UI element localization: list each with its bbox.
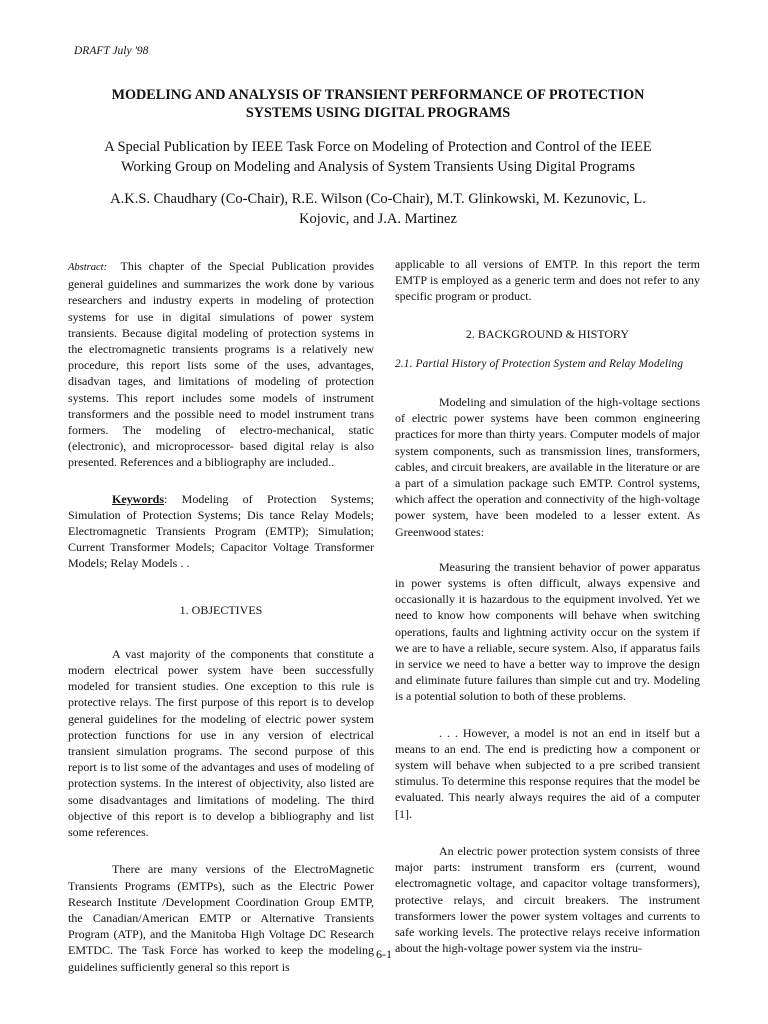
draft-date: DRAFT July '98 [74, 45, 149, 57]
publication-subtitle [60, 137, 696, 177]
objectives-paragraph-1: A vast majority of the components that constitute a modern electrical power system have been successfully modeled for transient studies. One exception to this rule is protective relays. The first purpose of this report is to develop general guidelines for the modeling of electric power system protection functions for use in any version of electrical transient simulation programs. The second purpose of this report is to list some of the advantages and uses of modeling of protection systems. In the interest of objectivity, also listed are some disadvantages and limitations of modeling. The third objective of this report is to develop a bibliography and list some references. [68, 646, 374, 840]
history-paragraph-2: An electric power protection system consists of three major parts: instrument transform ers (current, wound electromagnetic voltage, and capacitor voltage transformers), protective relays, and circuit breakers. The instrument transformers lower the power system voltages and currents to safe working levels. The protective relays receive information about the high-voltage power system via the instru- [395, 843, 700, 956]
right-column [395, 256, 700, 956]
page-number: 6-1 [376, 947, 392, 961]
title-line-1: MODELING AND ANALYSIS OF TRANSIENT PERFORMANCE OF PROTECTION [111, 87, 645, 103]
abstract-label: Abstract: [68, 262, 108, 273]
subtitle-line-2: Working Group on Modeling and Analysis of System Transients Using Digital Programs [121, 159, 635, 175]
subtitle-line-1: A Special Publication by IEEE Task Force on Modeling of Protection and Control of the IEEE [104, 139, 652, 155]
subsection-2-1-heading: 2.1. Partial History of Protection System and Relay Modeling [395, 357, 684, 370]
keywords-text: : Modeling of Protection Systems; Simulation of Protection Systems; Dis tance Relay Models; Electromagnetic Transients Program (EMTP); Simulation; Current Transformer Models; Capacitor Voltage Transformer Models; Relay Models . . [68, 491, 374, 571]
greenwood-quote-2: . . . However, a model is not an end in itself but a means to an end. The end is predicting how a component or system will behave when subjected to a pre scribed transient stimulus. To determine this response requires that the model be evaluated. This nearly always requires the aid of a computer [1]. [395, 725, 700, 821]
authors-line-1: A.K.S. Chaudhary (Co-Chair), R.E. Wilson (Co-Chair), M.T. Glinkowski, M. Kezunovic, L. [110, 191, 646, 207]
objectives-paragraph-2: There are many versions of the ElectroMagnetic Transients Programs (EMTPs), such as the Electric Power Research Institute /Development Coordination Group EMTP, the Canadian/American EMTP or Alternative Transients Program (ATP), and the Manitoba High Voltage DC Research EMTDC. The Task Force has worked to keep the modeling guidelines sufficiently general so this report is [68, 862, 374, 974]
abstract-text: This chapter of the Special Publication provides general guidelines and summarizes the work done by various researchers and industry experts in modeling of protection systems for use in digital simulations of power system transients. Because digital modeling of protection systems in the electromagnetic transients programs is a relatively new procedure, this report lists some of the uses, advantages, disadvan tages, and limitations of modeling of protection systems. This report includes some models of instrument transformers and the possible need to model instrument trans formers. The modeling of electro-mechanical, static (electronic), and microprocessor- based digital relay is also presented. References and a bibliography are included.. [68, 259, 374, 470]
paper-title [60, 86, 696, 122]
section-2-heading: 2. BACKGROUND & HISTORY [465, 326, 630, 341]
authors-line-2: Kojovic, and J.A. Martinez [299, 211, 457, 227]
keywords-label: Keywords [112, 491, 164, 506]
section-1-heading: 1. OBJECTIVES [179, 602, 263, 617]
continuation-paragraph: applicable to all versions of EMTP. In this report the term EMTP is employed as a generic term and does not refer to any specific program or product. [395, 257, 700, 304]
abstract [68, 258, 374, 471]
title-line-2: SYSTEMS USING DIGITAL PROGRAMS [245, 105, 511, 121]
history-paragraph-1: Modeling and simulation of the high-voltage sections of electric power systems have been common engineering practices for more than thirty years. Computer models of major system components, such as transmission lines, transformers, cables, and circuit breakers, are available in the literature or are a part of a simulation package such EMTP. Control systems, which affect the operation and connectivity of the high-voltage power system, have been modeled to a lesser extent. As Greenwood states: [395, 395, 700, 539]
keywords [68, 491, 374, 572]
author-list [60, 189, 696, 229]
left-column [68, 258, 374, 975]
greenwood-quote-1: Measuring the transient behavior of power apparatus in power systems is often difficult, always expensive and occasionally it is hazardous to the equipment involved. Yet we need to know how components will behave when switching operations, faults and lightning activity occur on the system if we are to have a reliable, secure system. Also, if apparatus fails in service we need to have a better way to improve the design and eliminate future failures than simple cut and try. Modeling is a potential solution to both of these problems. [395, 559, 700, 704]
